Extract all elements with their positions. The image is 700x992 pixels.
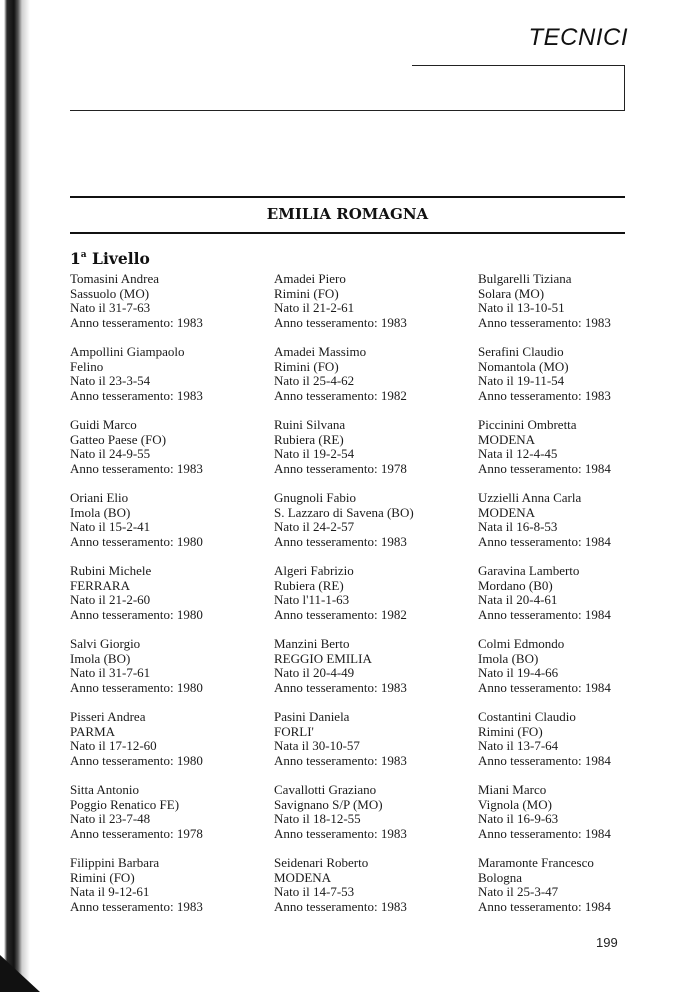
entry-place: Solara (MO)	[478, 285, 545, 301]
level-heading	[70, 249, 150, 268]
level-number: 1	[70, 249, 81, 268]
entry-birth: Nato il 31-7-61	[70, 665, 151, 680]
entry-place: Imola (BO)	[70, 650, 131, 666]
entry-birth: Nato il 14-7-53	[274, 884, 355, 899]
entry-membership-year: Anno tesseramento: 1984	[478, 752, 611, 768]
header-decorative-box	[412, 65, 625, 111]
entry-membership-year: Anno tesseramento: 1983	[70, 460, 203, 476]
entry-name: Algeri Fabrizio	[274, 563, 354, 578]
entry-place: Imola (BO)	[478, 650, 539, 666]
entry-name: Amadei Massimo	[274, 344, 367, 359]
entry-place: Rimini (FO)	[70, 869, 135, 885]
entry-name: Rubini Michele	[70, 563, 152, 578]
technician-entry	[70, 710, 270, 783]
entry-place: Rimini (FO)	[274, 358, 339, 374]
entry-membership-year: Anno tesseramento: 1980	[70, 606, 203, 622]
entry-place: Imola (BO)	[70, 504, 131, 520]
entry-membership-year: Anno tesseramento: 1982	[274, 606, 407, 622]
entry-name: Costantini Claudio	[478, 709, 576, 724]
entry-name: Oriani Elio	[70, 490, 129, 505]
entry-birth: Nato il 19-4-66	[478, 665, 559, 680]
entry-name: Gnugnoli Fabio	[274, 490, 356, 505]
entry-birth: Nato il 25-4-62	[274, 373, 355, 388]
entry-membership-year: Anno tesseramento: 1983	[274, 752, 407, 768]
entry-birth: Nata il 16-8-53	[478, 519, 558, 534]
section-title: TECNICI	[528, 24, 628, 51]
entry-birth: Nata il 9-12-61	[70, 884, 150, 899]
technician-entry	[70, 637, 270, 710]
entry-membership-year: Anno tesseramento: 1983	[274, 314, 407, 330]
entry-name: Miani Marco	[478, 782, 547, 797]
entry-birth: Nato il 19-2-54	[274, 446, 355, 461]
technician-entry	[274, 856, 474, 929]
entry-place: Bologna	[478, 869, 523, 885]
technician-entry	[478, 564, 678, 637]
entry-membership-year: Anno tesseramento: 1983	[478, 387, 611, 403]
header-rule	[70, 110, 625, 111]
entry-name: Colmi Edmondo	[478, 636, 565, 651]
entry-place: PARMA	[70, 723, 116, 739]
entry-membership-year: Anno tesseramento: 1980	[70, 533, 203, 549]
entry-birth: Nata il 20-4-61	[478, 592, 558, 607]
technician-entry	[70, 856, 270, 929]
entry-membership-year: Anno tesseramento: 1980	[70, 752, 203, 768]
entry-birth: Nato il 31-7-63	[70, 300, 151, 315]
entry-membership-year: Anno tesseramento: 1978	[70, 825, 203, 841]
entry-membership-year: Anno tesseramento: 1984	[478, 898, 611, 914]
technician-entry	[70, 491, 270, 564]
entry-name: Manzini Berto	[274, 636, 350, 651]
entry-membership-year: Anno tesseramento: 1978	[274, 460, 407, 476]
entry-name: Filippini Barbara	[70, 855, 160, 870]
entry-birth: Nato l'11-1-63	[274, 592, 350, 607]
entry-name: Garavina Lamberto	[478, 563, 580, 578]
entry-membership-year: Anno tesseramento: 1984	[478, 825, 611, 841]
entries-column-2	[274, 272, 474, 929]
entry-name: Tomasini Andrea	[70, 271, 159, 286]
level-superscript: a	[80, 250, 87, 260]
region-top-rule	[70, 196, 625, 198]
book-binding-corner	[0, 955, 40, 992]
entry-name: Salvi Giorgio	[70, 636, 141, 651]
technician-entry	[70, 272, 270, 345]
entry-birth: Nato il 19-11-54	[478, 373, 565, 388]
entry-membership-year: Anno tesseramento: 1983	[274, 679, 407, 695]
entry-place: Rimini (FO)	[478, 723, 543, 739]
technician-entry	[70, 345, 270, 418]
entry-place: Savignano S/P (MO)	[274, 796, 383, 812]
technician-entry	[274, 637, 474, 710]
book-binding-edge	[0, 0, 32, 992]
entry-place: Sassuolo (MO)	[70, 285, 150, 301]
entry-membership-year: Anno tesseramento: 1984	[478, 533, 611, 549]
entry-birth: Nato il 13-10-51	[478, 300, 565, 315]
entry-place: Gatteo Paese (FO)	[70, 431, 167, 447]
entry-place: Nomantola (MO)	[478, 358, 569, 374]
entries-column-1	[70, 272, 270, 929]
level-label: Livello	[92, 249, 150, 268]
technician-entry	[478, 710, 678, 783]
entry-membership-year: Anno tesseramento: 1983	[274, 533, 407, 549]
entry-name: Ampollini Giampaolo	[70, 344, 185, 359]
entry-name: Cavallotti Graziano	[274, 782, 377, 797]
entry-membership-year: Anno tesseramento: 1983	[70, 387, 203, 403]
technician-entry	[478, 783, 678, 856]
entry-birth: Nato il 21-2-60	[70, 592, 151, 607]
entry-birth: Nato il 24-2-57	[274, 519, 355, 534]
entry-birth: Nato il 15-2-41	[70, 519, 151, 534]
technician-entry	[274, 345, 474, 418]
entry-birth: Nato il 18-12-55	[274, 811, 361, 826]
entry-name: Pasini Daniela	[274, 709, 350, 724]
page-number: 199	[596, 935, 618, 950]
technician-entry	[70, 418, 270, 491]
entry-place: Rubiera (RE)	[274, 577, 344, 593]
entry-membership-year: Anno tesseramento: 1983	[274, 825, 407, 841]
entry-name: Seidenari Roberto	[274, 855, 369, 870]
entry-membership-year: Anno tesseramento: 1984	[478, 606, 611, 622]
entry-birth: Nato il 20-4-49	[274, 665, 355, 680]
entry-place: Mordano (B0)	[478, 577, 553, 593]
entry-membership-year: Anno tesseramento: 1983	[70, 314, 203, 330]
entry-birth: Nato il 13-7-64	[478, 738, 559, 753]
entry-name: Maramonte Francesco	[478, 855, 594, 870]
technician-entry	[70, 564, 270, 637]
entry-name: Bulgarelli Tiziana	[478, 271, 572, 286]
entry-membership-year: Anno tesseramento: 1983	[478, 314, 611, 330]
entry-birth: Nato il 23-7-48	[70, 811, 151, 826]
entry-place: MODENA	[478, 431, 536, 447]
technician-entry	[274, 491, 474, 564]
technician-entry	[274, 564, 474, 637]
entry-place: S. Lazzaro di Savena (BO)	[274, 504, 414, 520]
entry-birth: Nata il 12-4-45	[478, 446, 558, 461]
technician-entry	[274, 783, 474, 856]
entry-birth: Nato il 16-9-63	[478, 811, 559, 826]
region-title: EMILIA ROMAGNA	[266, 205, 429, 223]
technician-entry	[70, 783, 270, 856]
entry-birth: Nato il 21-2-61	[274, 300, 355, 315]
entry-membership-year: Anno tesseramento: 1984	[478, 679, 611, 695]
entry-place: Rubiera (RE)	[274, 431, 344, 447]
technician-entry	[478, 637, 678, 710]
entry-name: Guidi Marco	[70, 417, 137, 432]
entry-place: Felino	[70, 358, 104, 374]
entry-membership-year: Anno tesseramento: 1983	[70, 898, 203, 914]
entry-place: Rimini (FO)	[274, 285, 339, 301]
technician-entry	[478, 272, 678, 345]
entry-birth: Nato il 17-12-60	[70, 738, 157, 753]
entry-name: Uzzielli Anna Carla	[478, 490, 582, 505]
entry-name: Ruini Silvana	[274, 417, 346, 432]
entries-column-3	[478, 272, 678, 929]
technician-entry	[274, 710, 474, 783]
entry-name: Piccinini Ombretta	[478, 417, 577, 432]
entry-place: MODENA	[478, 504, 536, 520]
entry-name: Pisseri Andrea	[70, 709, 146, 724]
technician-entry	[478, 418, 678, 491]
entry-place: FORLI'	[274, 723, 314, 739]
entry-membership-year: Anno tesseramento: 1984	[478, 460, 611, 476]
entry-membership-year: Anno tesseramento: 1980	[70, 679, 203, 695]
entry-name: Amadei Piero	[274, 271, 346, 286]
technician-entry	[478, 345, 678, 418]
region-bottom-rule	[70, 232, 625, 234]
entry-place: FERRARA	[70, 577, 130, 593]
technician-entry	[274, 418, 474, 491]
technician-entry	[274, 272, 474, 345]
entry-birth: Nata il 30-10-57	[274, 738, 360, 753]
technician-entry	[478, 856, 678, 929]
entry-place: MODENA	[274, 869, 332, 885]
entry-birth: Nato il 23-3-54	[70, 373, 151, 388]
entry-place: REGGIO EMILIA	[274, 650, 372, 666]
entry-membership-year: Anno tesseramento: 1983	[274, 898, 407, 914]
entry-birth: Nato il 24-9-55	[70, 446, 151, 461]
entry-place: Poggio Renatico FE)	[70, 796, 180, 812]
entry-membership-year: Anno tesseramento: 1982	[274, 387, 407, 403]
technician-entry	[478, 491, 678, 564]
entry-name: Serafini Claudio	[478, 344, 564, 359]
entry-place: Vignola (MO)	[478, 796, 552, 812]
entry-birth: Nato il 25-3-47	[478, 884, 559, 899]
entry-name: Sitta Antonio	[70, 782, 139, 797]
